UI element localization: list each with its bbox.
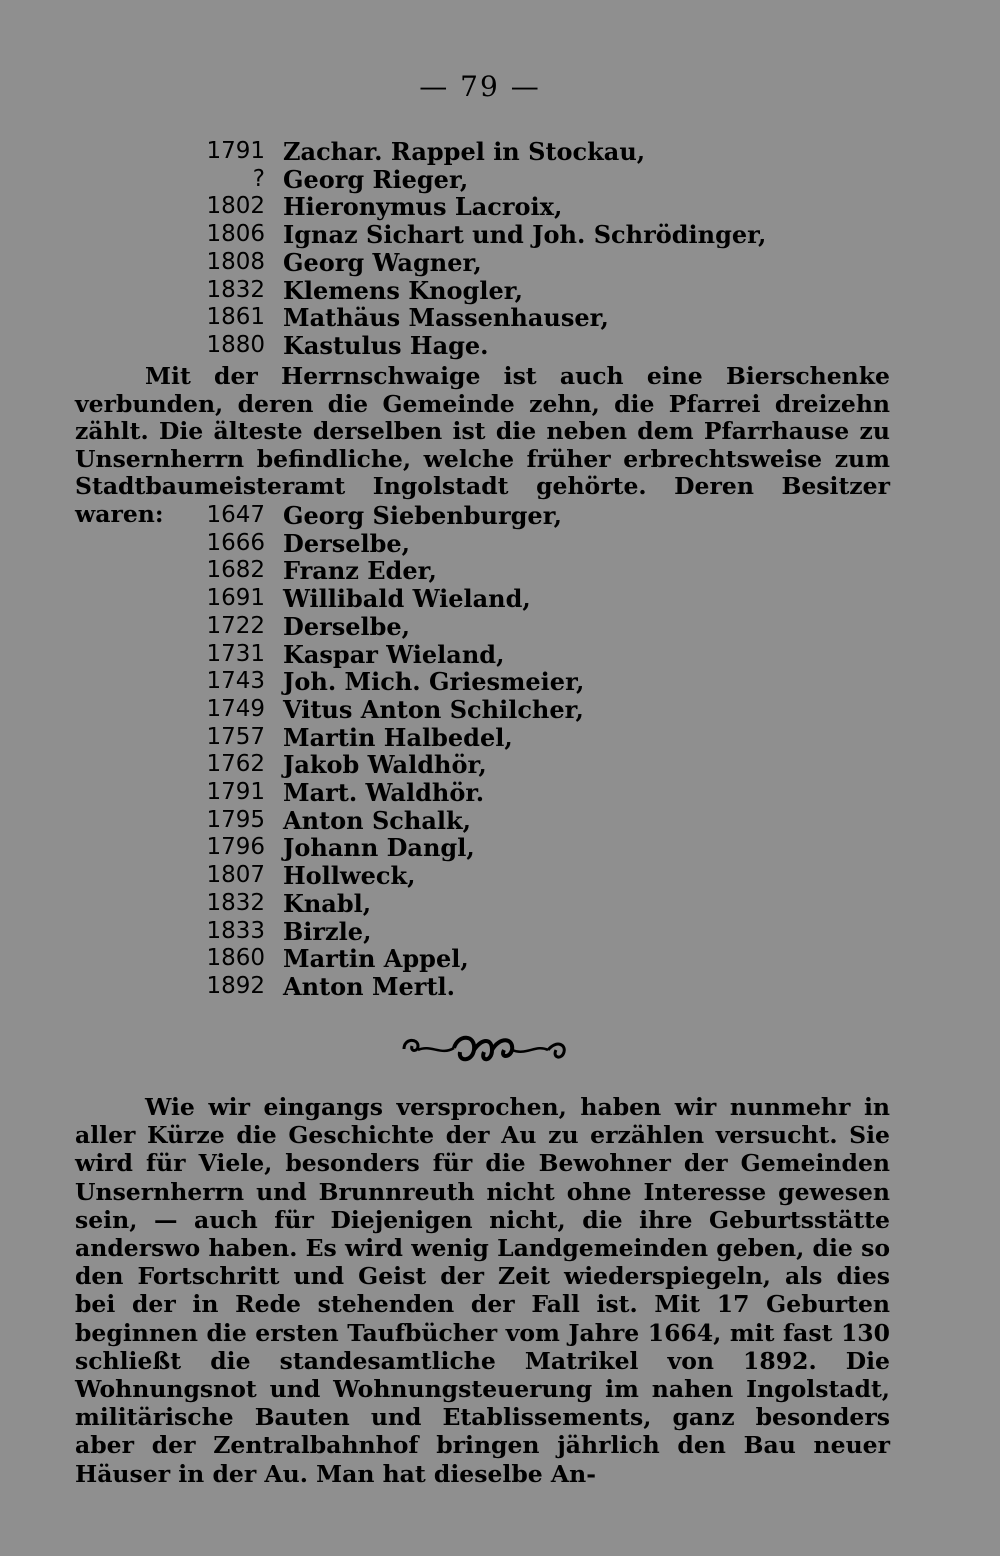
list-entry <box>205 221 766 249</box>
list-entry <box>205 277 766 305</box>
entry-name: Willibald Wieland, <box>283 584 531 614</box>
list-entry <box>205 724 584 752</box>
entry-year: 1861 <box>206 304 265 331</box>
list-entry <box>205 945 584 973</box>
paragraph-bierschenke: Mit der Herrnschwaige ist auch eine Bierschenke verbunden, deren die Gemeinde zehn, die Pfarrei dreizehn zählt. Die älteste derselben ist die neben dem Pfarrhause zu Unsernherrn befindliche, welche früher erbrechtsweise zum Stadtbaumeisteramt Ingolstadt gehörte. Deren Besitzer waren: <box>75 362 890 528</box>
entry-name: Anton Schalk, <box>283 805 472 835</box>
entry-year: 1722 <box>206 612 265 639</box>
list-entry <box>205 193 766 221</box>
entry-year: 1791 <box>206 138 265 164</box>
entry-name: Martin Halbedel, <box>283 722 513 752</box>
entry-year: 1832 <box>206 276 265 303</box>
paragraph-conclusion: Wie wir eingangs versprochen, haben wir nunmehr in aller Kürze die Geschichte der Au zu erzählen versucht. Sie wird für Viele, besonders für die Bewohner der Gemeinden Unsernherrn und Brunnreuth nicht ohne Interesse gewesen sein, — auch für Diejenigen nicht, die ihre Geburtsstätte anderswo haben. Es wird wenig Landgemeinden geben, die so den Fortschritt und Geist der Zeit wiederspiegeln, als dies bei der in Rede stehenden der Fall ist. Mit 17 Geburten beginnen die ersten Taufbücher vom Jahre 1664, mit fast 130 schließt die standesamtliche Matrikel von 1892. Die Wohnungsnot und Wohnungsteuerung im nahen Ingolstadt, militärische Bauten und Etablissements, ganz besonders aber der Zentralbahnhof bringen jährlich den Bau neuer Häuser in der Au. Man hat dieselbe An- <box>75 1093 890 1488</box>
entry-year: 1806 <box>206 221 265 248</box>
entry-year: 1647 <box>206 502 265 528</box>
entry-name: Klemens Knogler, <box>283 275 523 305</box>
list-entry <box>205 249 766 277</box>
entry-year: 1791 <box>206 779 265 806</box>
entry-year: 1796 <box>206 834 265 861</box>
list-entry <box>205 696 584 724</box>
entry-name: Knabl, <box>283 888 372 918</box>
entry-name: Vitus Anton Schilcher, <box>283 694 584 724</box>
list-entry <box>205 530 584 558</box>
list-entry <box>205 557 584 585</box>
list-entry <box>205 138 766 166</box>
entry-year: 1807 <box>206 862 265 889</box>
entry-name: Zachar. Rappel in Stockau, <box>283 137 646 166</box>
entry-name: Georg Wagner, <box>283 247 482 277</box>
list-entry <box>205 973 584 1001</box>
entry-year: 1802 <box>206 193 265 220</box>
list-entry <box>205 502 584 530</box>
entry-year: 1682 <box>206 557 265 584</box>
list-entry <box>205 779 584 807</box>
list-entry <box>205 332 766 360</box>
owner-list-herrnschwaige <box>205 138 766 360</box>
entry-year: 1731 <box>206 640 265 667</box>
entry-year: 1749 <box>206 695 265 722</box>
entry-year: 1860 <box>206 945 265 972</box>
entry-name: Joh. Mich. Griesmeier, <box>283 667 585 697</box>
entry-year: 1808 <box>206 248 265 275</box>
entry-name: Johann Dangl, <box>283 833 475 863</box>
entry-name: Derselbe, <box>283 528 411 558</box>
entry-year: 1832 <box>206 889 265 916</box>
entry-name: Georg Siebenburger, <box>283 501 562 530</box>
list-entry <box>205 807 584 835</box>
entry-year: 1691 <box>206 585 265 612</box>
owner-list-bierschenke <box>205 502 584 1001</box>
entry-year: 1833 <box>206 917 265 944</box>
entry-year: 1757 <box>206 723 265 750</box>
entry-name: Kaspar Wieland, <box>283 639 505 669</box>
entry-name: Derselbe, <box>283 611 411 641</box>
list-entry <box>205 834 584 862</box>
entry-year: 1795 <box>206 806 265 833</box>
entry-name: Jakob Waldhör, <box>283 750 487 780</box>
entry-year: 1762 <box>206 751 265 778</box>
entry-name: Kastulus Hage. <box>283 330 489 360</box>
list-entry <box>205 166 766 194</box>
list-entry <box>205 641 584 669</box>
entry-name: Mathäus Massenhauser, <box>283 303 609 333</box>
list-entry <box>205 862 584 890</box>
ornament-divider <box>396 1030 571 1068</box>
entry-name: Hieronymus Lacroix, <box>283 192 563 222</box>
entry-year: 1880 <box>206 331 265 358</box>
entry-name: Mart. Waldhör. <box>283 778 485 808</box>
entry-name: Hollweck, <box>283 861 416 891</box>
entry-year: 1892 <box>206 972 265 999</box>
entry-year: 1666 <box>206 529 265 556</box>
entry-name: Ignaz Sichart und Joh. Schrödinger, <box>283 220 767 250</box>
entry-year: 1743 <box>206 668 265 695</box>
list-entry <box>205 304 766 332</box>
page-number: — 79 — <box>419 70 541 103</box>
list-entry <box>205 890 584 918</box>
entry-name: Birzle, <box>283 916 372 946</box>
list-entry <box>205 751 584 779</box>
list-entry <box>205 668 584 696</box>
list-entry <box>205 585 584 613</box>
list-entry <box>205 918 584 946</box>
entry-name: Georg Rieger, <box>283 164 469 194</box>
list-entry <box>205 613 584 641</box>
entry-name: Franz Eder, <box>283 556 437 586</box>
entry-name: Martin Appel, <box>283 944 469 974</box>
entry-name: Anton Mertl. <box>283 971 456 1001</box>
entry-year: ? <box>252 165 265 192</box>
